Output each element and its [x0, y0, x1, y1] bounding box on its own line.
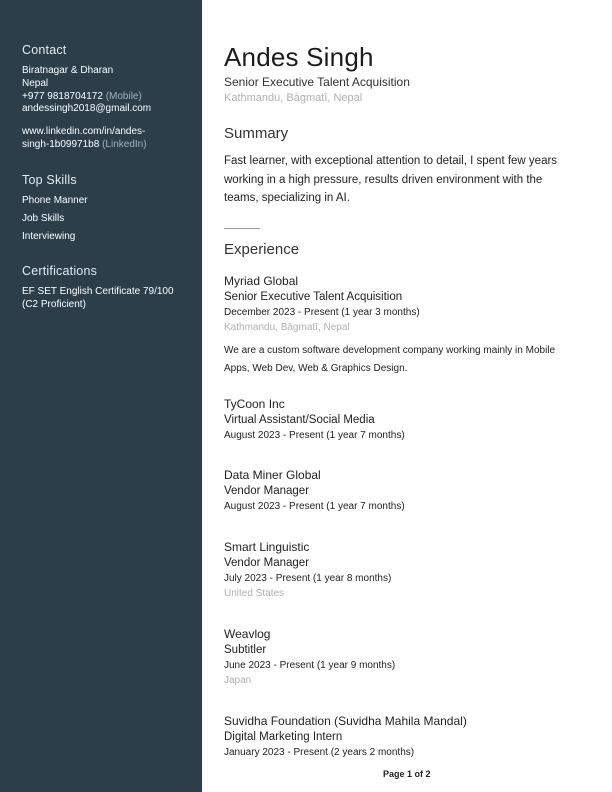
job-dates: July 2023 - Present (1 year 8 months) [224, 573, 392, 584]
job-role: Vendor Manager [224, 557, 310, 569]
job-dates: December 2023 - Present (1 year 3 months) [224, 307, 420, 318]
experience-entry [224, 397, 584, 444]
phone-row [22, 91, 202, 104]
job-dates: August 2023 - Present (1 year 7 months) [224, 501, 405, 512]
job-dates: June 2023 - Present (1 year 9 months) [224, 660, 396, 671]
page-number: Page 1 of 2 [383, 769, 431, 779]
certification-line-1: EF SET English Certificate 79/100 [22, 285, 174, 297]
phone-label: (Mobile) [105, 90, 142, 102]
job-dates: January 2023 - Present (2 years 2 months) [224, 747, 415, 758]
job-location: Japan [224, 675, 252, 686]
job-location: United States [224, 588, 285, 599]
skill-item: Interviewing [22, 230, 76, 242]
person-name: Andes Singh [224, 42, 374, 72]
experience-entry [224, 627, 584, 687]
experience-entry [224, 468, 584, 515]
summary-title: Summary [224, 125, 289, 142]
contact-section [22, 43, 202, 152]
company-name: Myriad Global [224, 274, 299, 288]
section-divider [224, 228, 260, 229]
email-link[interactable]: andessingh2018@gmail.com [22, 103, 152, 115]
company-name: TyCoon Inc [224, 397, 285, 411]
experience-entry [224, 714, 584, 761]
skill-item: Job Skills [22, 212, 65, 224]
experience-entry [224, 274, 584, 378]
certification-line-2: (C2 Proficient) [22, 298, 86, 310]
skill-item: Phone Manner [22, 194, 88, 206]
job-role: Senior Executive Talent Acquisition [224, 291, 403, 303]
linkedin-url-line-2: singh-1b09971b8 [22, 138, 100, 150]
company-name: Suvidha Foundation (Suvidha Mahila Mandal) [224, 714, 467, 728]
job-role: Vendor Manager [224, 485, 310, 497]
job-location: Kathmandu, Bāgmatī, Nepal [224, 322, 350, 333]
person-location: Kathmandu, Bāgmatī, Nepal [224, 92, 363, 104]
main-content [224, 0, 594, 792]
headline: Senior Executive Talent Acquisition [224, 75, 410, 89]
phone-number: +977 9818704172 [22, 90, 103, 102]
skills-section [22, 173, 202, 243]
certifications-heading: Certifications [22, 263, 98, 278]
address-line-2: Nepal [22, 77, 49, 89]
company-name: Weavlog [224, 627, 271, 641]
certifications-section [22, 264, 202, 312]
summary-text: Fast learner, with exceptional attention to detail, I spent few years working in a high pressure, results driven environment with the teams, specializing in AI. [224, 155, 558, 204]
company-name: Smart Linguistic [224, 540, 310, 554]
job-role: Virtual Assistant/Social Media [224, 414, 375, 426]
sidebar [0, 0, 202, 792]
skills-heading: Top Skills [22, 172, 77, 187]
experience-entry [224, 540, 584, 600]
linkedin-link[interactable] [22, 126, 202, 152]
experience-title: Experience [224, 241, 300, 258]
linkedin-url-line-1: www.linkedin.com/in/andes- [22, 126, 146, 138]
job-dates: August 2023 - Present (1 year 7 months) [224, 430, 405, 441]
address-line-1: Biratnagar & Dharan [22, 65, 114, 76]
job-role: Digital Marketing Intern [224, 731, 343, 743]
contact-heading: Contact [22, 43, 67, 57]
company-name: Data Miner Global [224, 468, 321, 482]
job-role: Subtitler [224, 644, 267, 656]
linkedin-label: (LinkedIn) [102, 138, 147, 150]
job-description: We are a custom software development company working mainly in Mobile Apps, Web Dev, Web & Graphics Design. [224, 345, 556, 374]
